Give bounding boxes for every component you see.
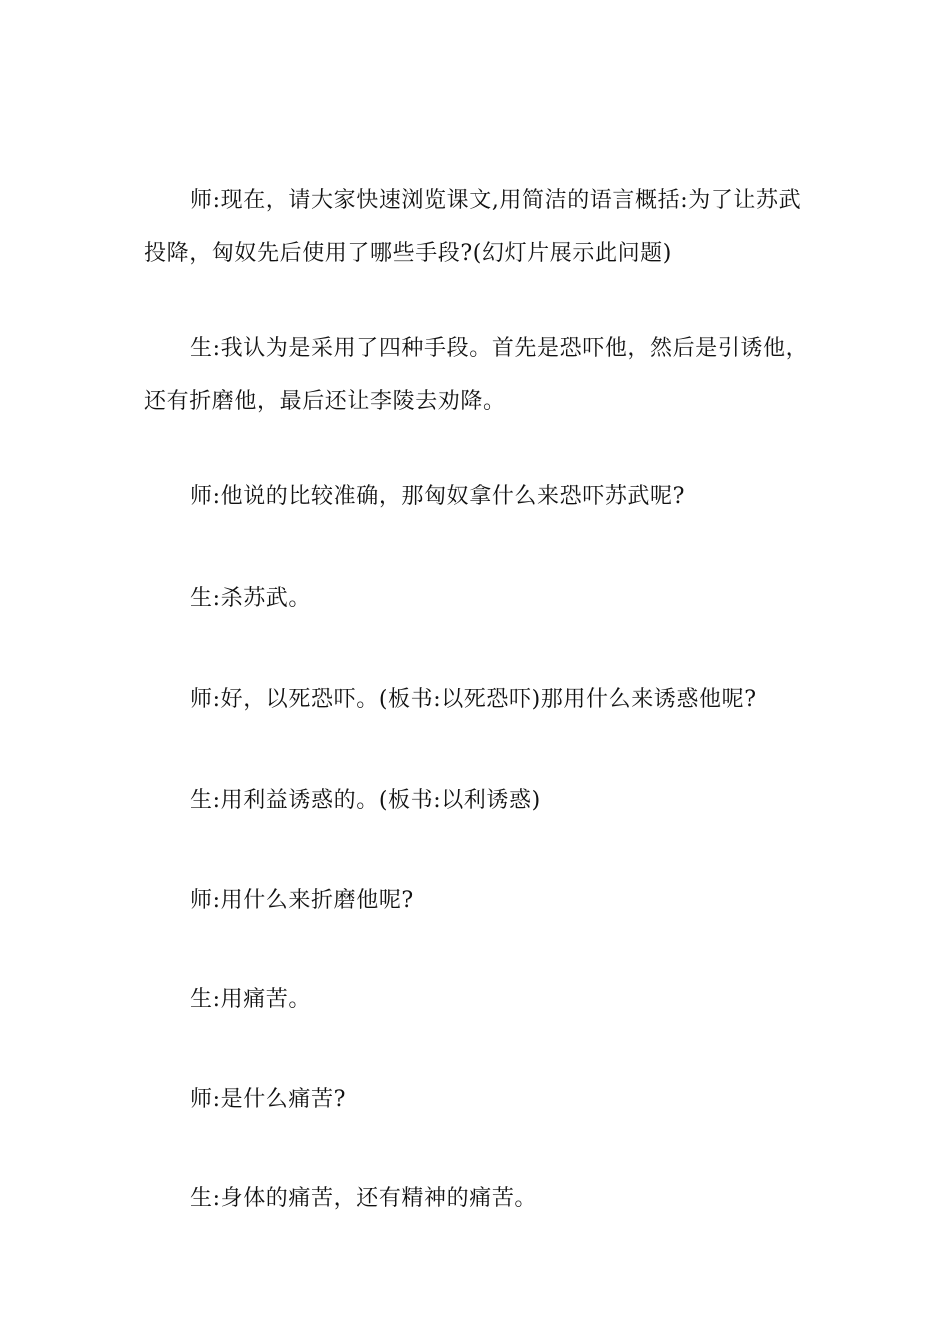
dialogue-paragraph-8: 生:用痛苦。 — [190, 987, 312, 1012]
dialogue-paragraph-7: 师:用什么来折磨他呢? — [190, 888, 414, 913]
dialogue-paragraph-9: 师:是什么痛苦? — [190, 1087, 347, 1112]
dialogue-paragraph-6: 生:用利益诱惑的。(板书:以利诱惑) — [190, 788, 541, 813]
dialogue-paragraph-5: 师:好，以死恐吓。(板书:以死恐吓)那用什么来诱惑他呢? — [190, 687, 757, 712]
dialogue-paragraph-2: 生:我认为是采用了四种手段。首先是恐吓他，然后是引诱他，还有折磨他，最后还让李陵去劝降。 — [144, 336, 809, 414]
dialogue-paragraph-10: 生:身体的痛苦，还有精神的痛苦。 — [190, 1186, 538, 1211]
dialogue-paragraph-1: 师:现在，请大家快速浏览课文,用简洁的语言概括:为了让苏武投降，匈奴先后使用了哪些手段?(幻灯片展示此问题) — [144, 188, 802, 266]
dialogue-paragraph-4: 生:杀苏武。 — [190, 586, 312, 611]
dialogue-paragraph-3: 师:他说的比较准确，那匈奴拿什么来恐吓苏武呢? — [190, 484, 686, 509]
